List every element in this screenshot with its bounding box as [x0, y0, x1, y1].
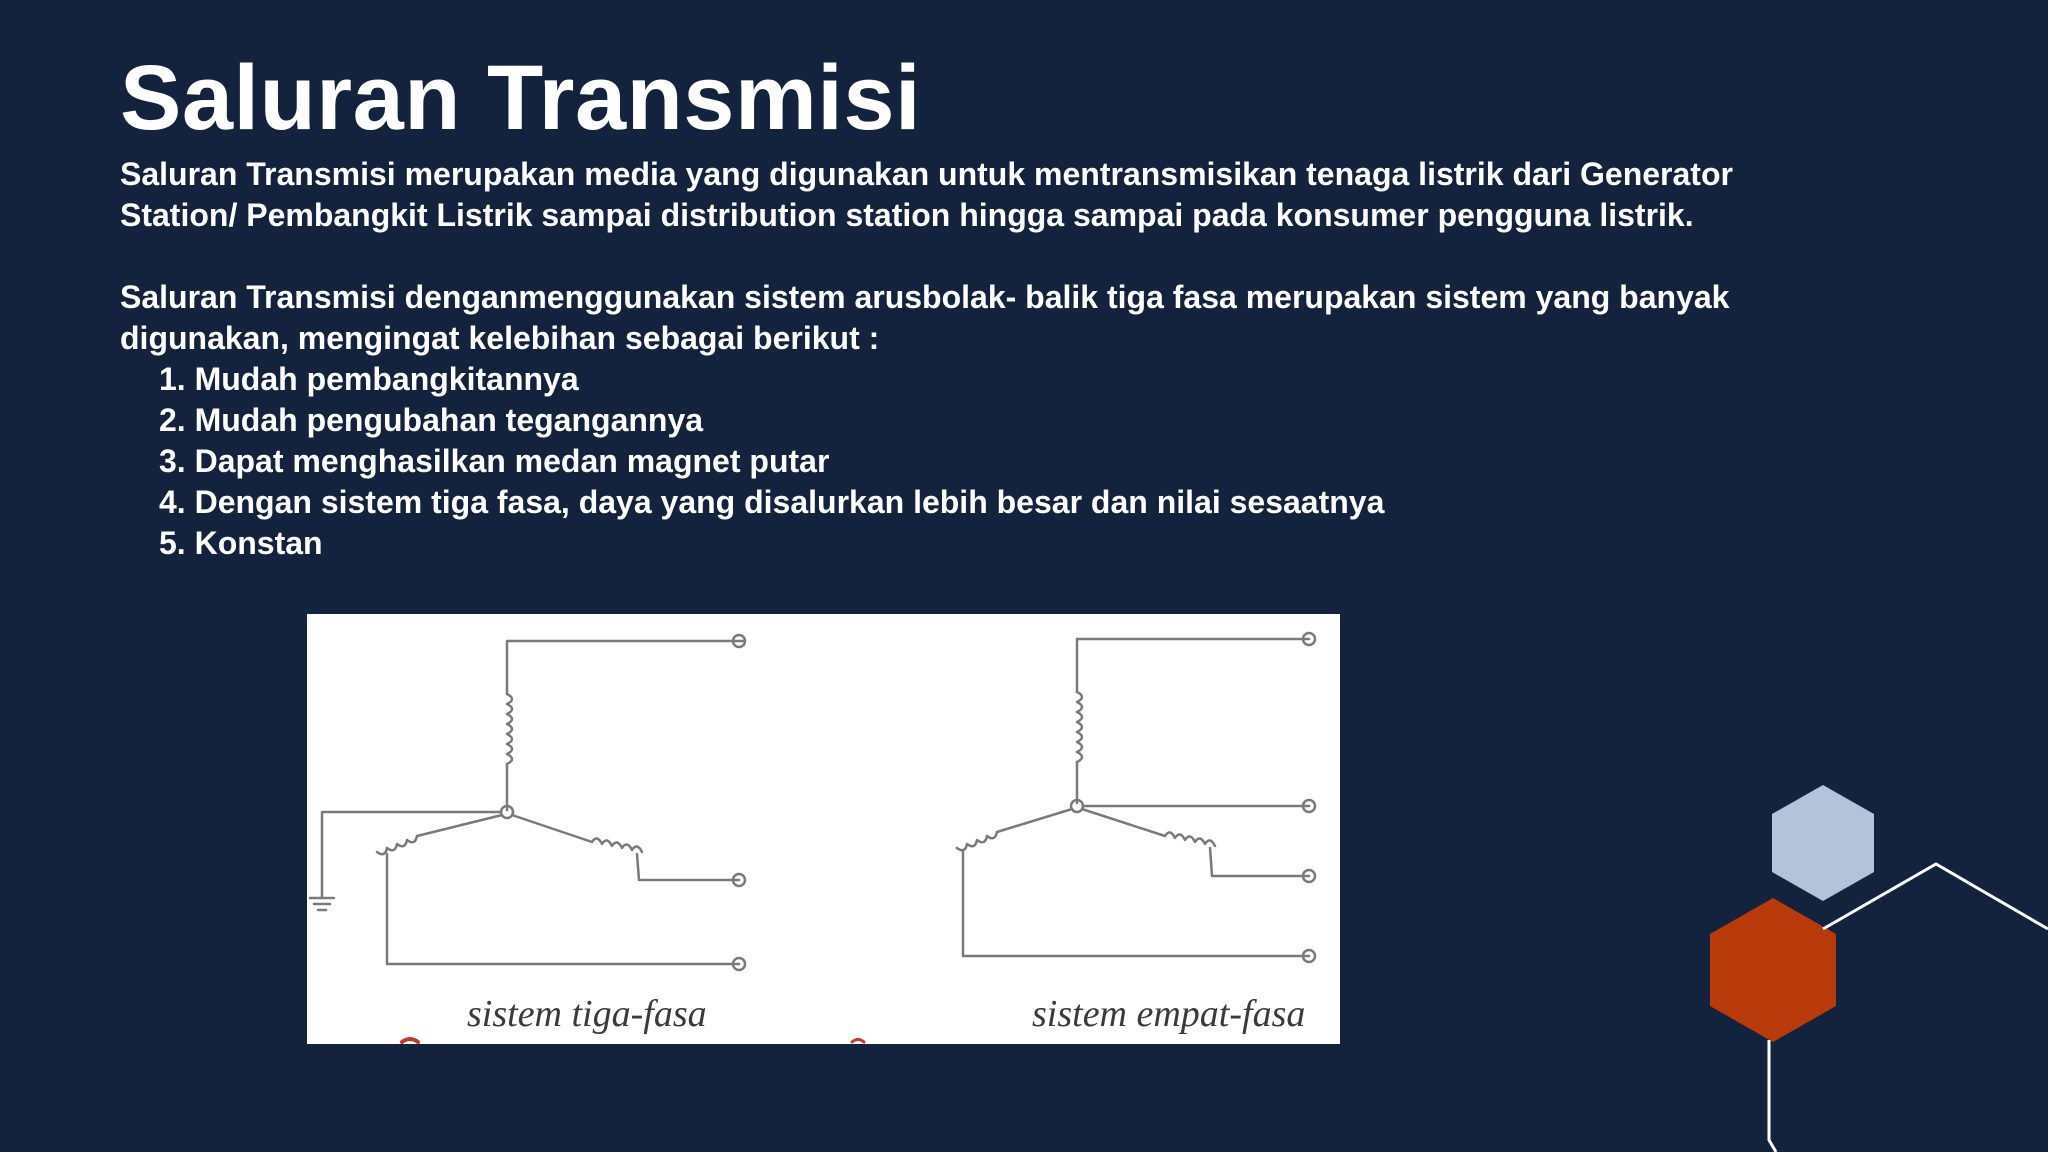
caption-four-phase: sistem empat-fasa: [1032, 993, 1306, 1035]
list-item: 5. Konstan: [159, 525, 323, 561]
hexagon-outline: [1769, 1040, 1776, 1152]
list-item: 3. Dapat menghasilkan medan magnet putar: [159, 443, 830, 479]
paragraph-definition: Saluran Transmisi merupakan media yang digunakan untuk mentransmisikan tenaga listrik dari Generator Station/ Pembangkit Listrik sampai distribution station hingga sampai pada konsumer pengguna listrik.: [120, 156, 1733, 233]
list-item: 4. Dengan sistem tiga fasa, daya yang disalurkan lebih besar dan nilai sesaatnya: [159, 484, 1385, 520]
hexagon-light: [1772, 785, 1874, 901]
caption-three-phase: sistem tiga-fasa: [467, 993, 707, 1035]
paragraph-advantages: Saluran Transmisi denganmenggunakan sistem arusbolak- balik tiga fasa merupakan sistem yang banyak digunakan, mengingat kelebihan sebagai berikut :: [120, 279, 1730, 356]
list-item: 1. Mudah pembangkitannya: [159, 361, 579, 397]
hexagon-accent: [1710, 898, 1836, 1042]
list-item: 2. Mudah pengubahan tegangannya: [159, 402, 704, 438]
slide-title: Saluran Transmisi: [120, 47, 922, 149]
